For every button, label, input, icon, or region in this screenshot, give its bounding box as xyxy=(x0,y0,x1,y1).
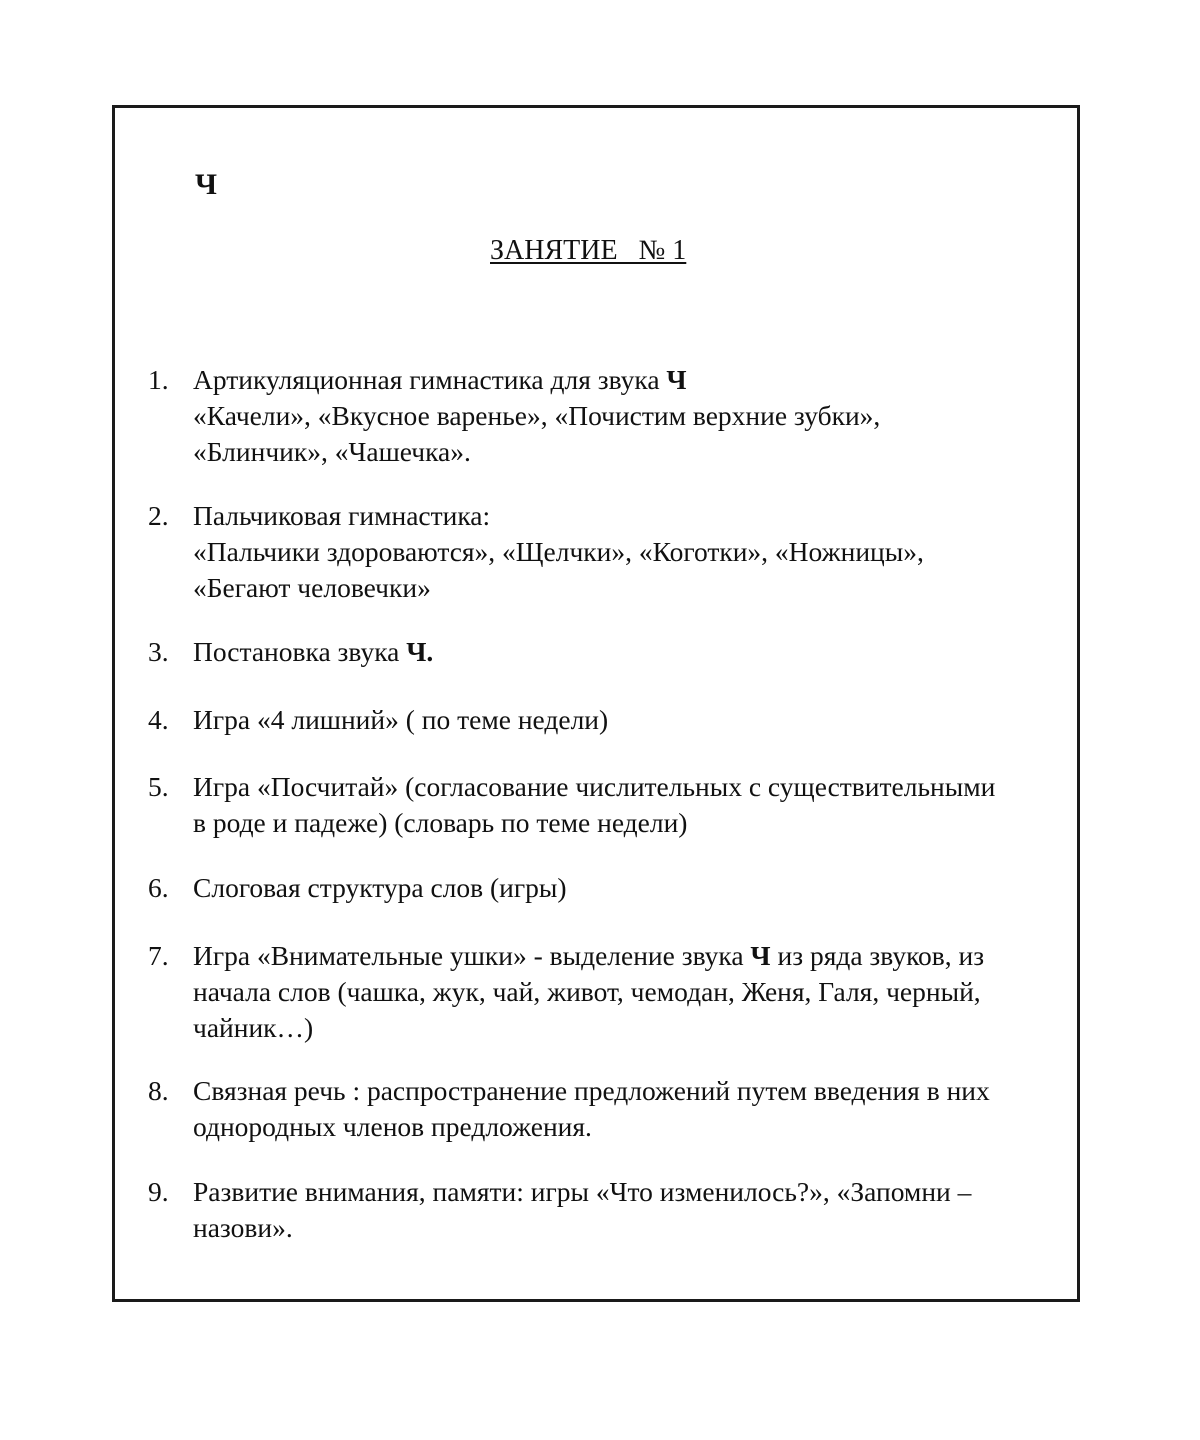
line-text: Связная речь : распространение предложений путем введения в них xyxy=(193,1075,990,1106)
list-item-number: 7. xyxy=(148,940,169,971)
list-item-line xyxy=(193,634,433,670)
list-item-line xyxy=(193,534,924,570)
line-text: назови». xyxy=(193,1212,293,1243)
list-item xyxy=(148,634,434,670)
line-text: Слоговая структура слов (игры) xyxy=(193,872,567,903)
list-item-line xyxy=(193,870,567,906)
list-item-number: 9. xyxy=(148,1176,169,1207)
list-item xyxy=(148,498,924,606)
list-item-number: 5. xyxy=(148,771,169,802)
line-text: однородных членов предложения. xyxy=(193,1111,592,1142)
line-text: «Бегают человечки» xyxy=(193,572,431,603)
line-text: начала слов (чашка, жук, чай, живот, чемодан, Женя, Галя, черный, xyxy=(193,976,981,1007)
list-item-line xyxy=(193,805,995,841)
list-item-line xyxy=(193,398,880,434)
line-text: Игра «Внимательные ушки» - выделение звука xyxy=(193,940,751,971)
line-text: в роде и падеже) (словарь по теме недели) xyxy=(193,807,688,838)
line-text: Артикуляционная гимнастика для звука xyxy=(193,364,667,395)
line-text: Постановка звука xyxy=(193,636,407,667)
list-item-line xyxy=(193,498,924,534)
list-item-number: 2. xyxy=(148,500,169,531)
list-item xyxy=(148,870,567,906)
list-item-line xyxy=(193,974,984,1010)
list-item-number: 8. xyxy=(148,1075,169,1106)
sound-letter-heading: Ч xyxy=(195,168,218,201)
list-item-line xyxy=(193,362,880,398)
line-text: Игра «Посчитай» (согласование числительных с существительными xyxy=(193,771,996,802)
sound-highlight: Ч xyxy=(750,940,771,971)
list-item xyxy=(148,769,996,841)
line-text: Игра «4 лишний» ( по теме недели) xyxy=(193,704,609,735)
list-item xyxy=(148,1073,990,1145)
sound-highlight: Ч xyxy=(666,364,687,395)
list-item xyxy=(148,702,609,738)
lesson-title: ЗАНЯТИЕ № 1 xyxy=(490,235,687,266)
list-item-line xyxy=(193,1174,971,1210)
line-text: из ряда звуков, из xyxy=(770,940,985,971)
list-item-line xyxy=(193,1109,990,1145)
line-text: чайник…) xyxy=(193,1012,314,1043)
list-item-number: 1. xyxy=(148,364,169,395)
line-text: «Качели», «Вкусное варенье», «Почистим верхние зубки», xyxy=(193,400,881,431)
list-item xyxy=(148,362,881,470)
line-text: «Пальчики здороваются», «Щелчки», «Коготки», «Ножницы», xyxy=(193,536,924,567)
sound-highlight: Ч. xyxy=(406,636,434,667)
list-item-number: 6. xyxy=(148,872,169,903)
list-item-line xyxy=(193,702,608,738)
line-text: Пальчиковая гимнастика: xyxy=(193,500,491,531)
list-item-number: 3. xyxy=(148,636,169,667)
list-item-line xyxy=(193,938,984,974)
list-item-line xyxy=(193,1073,990,1109)
line-text: «Блинчик», «Чашечка». xyxy=(193,436,471,467)
list-item-line xyxy=(193,1210,971,1246)
list-item xyxy=(148,1174,972,1246)
list-item-number: 4. xyxy=(148,704,169,735)
list-item-line xyxy=(193,570,924,606)
list-item-line xyxy=(193,1010,984,1046)
list-item-line xyxy=(193,434,880,470)
list-item xyxy=(148,938,985,1046)
line-text: Развитие внимания, памяти: игры «Что изменилось?», «Запомни – xyxy=(193,1176,972,1207)
list-item-line xyxy=(193,769,995,805)
